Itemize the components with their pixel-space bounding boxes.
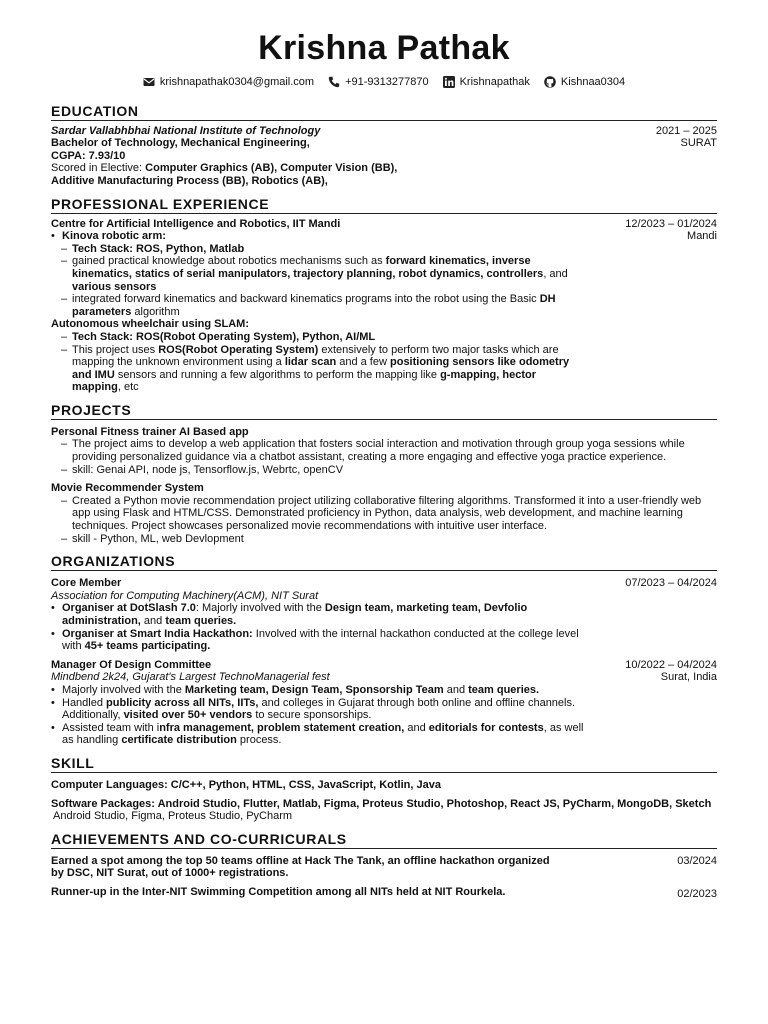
- kinova-details: [51, 243, 585, 319]
- org-2-b2-a: Handled: [62, 696, 107, 709]
- experience-org: Centre for Artificial Intelligence and Robotics, IIT Mandi: [51, 217, 341, 230]
- list-item: [51, 602, 585, 627]
- slam-detail-b: ROS(Robot Operating System): [158, 343, 319, 356]
- experience-entry: [51, 218, 717, 394]
- organization-entry: [51, 575, 717, 653]
- org-2-location: Surat, India: [660, 671, 717, 684]
- contact-phone[interactable]: [328, 76, 429, 89]
- list-item: [61, 331, 585, 344]
- slam-detail-e: and a few: [336, 356, 390, 369]
- kinova-detail-2a: integrated forward kinematics and backward kinematics programs into the robot using the Basic: [72, 293, 540, 306]
- contact-email[interactable]: [143, 76, 314, 89]
- list-item: [51, 684, 585, 697]
- project-2-details: [51, 495, 717, 545]
- experience-heading: PROFESSIONAL EXPERIENCE: [51, 196, 717, 214]
- kinova-detail-1c: , and: [543, 267, 568, 280]
- list-item: [61, 243, 585, 256]
- org-1-b1-c: Design team, marketing team, Devfolio administration,: [62, 602, 528, 627]
- org-2-b2-b: publicity across all NITs, IITs,: [106, 696, 259, 709]
- achievements-section: [51, 831, 717, 901]
- list-item: – skill - Python, ML, web Devlopment: [61, 533, 717, 546]
- education-section: [51, 103, 717, 188]
- list-item: – Created a Python movie recommendation project utilizing collaborative filtering algorithms. Transformed it into a user-friendly web app using Flask and HTML/CSS. Demonstrated proficiency in Python, data analysis, web development, and machine learning techniques. Project showcases personalized movie recommendations with intuitive user interface.: [61, 495, 717, 533]
- org-2-b3-c: and: [404, 721, 429, 734]
- project-2-title: Movie Recommender System: [51, 482, 204, 495]
- achievement-2-text: Runner-up in the Inter-NIT Swimming Competition among all NITs held at NIT Rourkela.: [51, 885, 506, 898]
- degree: Bachelor of Technology, Mechanical Engineering,: [51, 137, 310, 150]
- experience-dates: 12/2023 – 01/2024: [625, 217, 717, 230]
- phone-text: +91-9313277870: [345, 76, 429, 88]
- achievement-2-date: 02/2023: [677, 887, 717, 900]
- education-location: SURAT: [680, 137, 717, 150]
- org-1-bullets: [51, 602, 585, 652]
- org-2-b3-b: nfra management, problem statement creation,: [159, 721, 405, 734]
- organization-entry: [51, 659, 717, 747]
- org-1-role: Core Member: [51, 577, 122, 590]
- linkedin-icon: [443, 76, 455, 88]
- education-dates: 2021 – 2025: [655, 124, 717, 137]
- kinova-detail-1d: various sensors: [72, 280, 157, 293]
- linkedin-text: Krishnapathak: [459, 76, 530, 88]
- kinova-detail-2c: algorithm: [131, 305, 180, 318]
- kinova-detail-2b: DH parameters: [72, 293, 556, 318]
- slam-detail-h: g-mapping, hector mapping: [72, 368, 537, 394]
- skill-packages: Software Packages: Android Studio, Flutter, Matlab, Figma, Proteus Studio, Photoshop, React JS, PyCharm, MongoDB, Sketch: [51, 797, 712, 810]
- organizations-heading: ORGANIZATIONS: [51, 553, 717, 571]
- list-item: [51, 697, 585, 722]
- list-item: [61, 344, 585, 394]
- github-text: Kishnaa0304: [560, 76, 626, 88]
- achievement-item: [51, 886, 717, 901]
- org-1-b1-d: and: [140, 615, 166, 627]
- org-2-b2-d: visited over 50+ vendors: [123, 709, 253, 722]
- slam-tech: Tech Stack: ROS(Robot Operating System), Python, AI/ML: [72, 330, 376, 343]
- electives: [51, 162, 640, 175]
- achievements-heading: ACHIEVEMENTS AND CO-CURRICURALS: [51, 831, 717, 849]
- list-item: [51, 230, 585, 243]
- list-item: [61, 293, 585, 318]
- phone-icon: [328, 76, 340, 88]
- org-1-b2-c: 45+ teams participating.: [84, 640, 211, 653]
- org-1-b2-a: Organiser at Smart India Hackathon:: [62, 627, 253, 640]
- contact-linkedin[interactable]: [443, 76, 530, 89]
- skill-heading: SKILL: [51, 755, 717, 773]
- experience-location: Mandi: [687, 230, 717, 243]
- github-icon: [544, 76, 556, 88]
- org-2-b3-g: process.: [236, 734, 282, 747]
- org-2-b1-b: Marketing team, Design Team, Sponsorship Team: [184, 683, 444, 696]
- org-1-b1-e: team queries.: [165, 615, 237, 627]
- achievement-item: [51, 853, 717, 880]
- skill-extra: Android Studio, Figma, Proteus Studio, PyCharm: [53, 810, 293, 823]
- email-icon: [143, 76, 155, 88]
- project-1-details: [51, 438, 717, 476]
- kinova-title: Kinova robotic arm:: [62, 230, 166, 243]
- kinova-detail-1b: forward kinematics, inverse kinematics, statics of serial manipulators, trajectory planning, robot dynamics, controllers: [72, 255, 544, 280]
- org-2-b3-e: , as well as handling: [62, 721, 584, 747]
- slam-detail-f: positioning sensors like odometry and IMU: [72, 356, 570, 381]
- education-entry: [51, 125, 717, 188]
- projects-section: [51, 402, 717, 545]
- slam-details: [51, 331, 585, 394]
- org-2-name: Mindbend 2k24, Gujarat's Largest TechnoManagerial fest: [51, 671, 330, 684]
- experience-section: [51, 196, 717, 394]
- slam-detail-c: extensively to perform two major tasks which are mapping the unknown environment using a: [72, 343, 559, 369]
- list-item: – The project aims to develop a web application that fosters social interaction and motivation through group yoga sessions while providing personalized guidance via a chatbot assistant, creating a more engaging and effective yoga practice experience.: [61, 438, 717, 463]
- electives-list-2: Additive Manufacturing Process (BB), Robotics (AB),: [51, 174, 328, 187]
- kinova-tech: Tech Stack: ROS, Python, Matlab: [72, 242, 245, 255]
- education-heading: EDUCATION: [51, 103, 717, 121]
- slam-detail-i: , etc: [117, 381, 139, 394]
- kinova-detail-1a: gained practical knowledge about robotics mechanisms such as: [72, 255, 386, 268]
- org-1-b1-b: : Majorly involved with the: [195, 602, 325, 615]
- org-2-b3-f: certificate distribution: [121, 734, 237, 747]
- org-2-bullets: [51, 684, 585, 747]
- cgpa: CGPA: 7.93/10: [51, 149, 126, 162]
- contact-bar: [51, 76, 717, 89]
- slam-detail-a: This project uses: [72, 343, 159, 356]
- org-2-b2-c: and colleges in Gujarat through both online and offline channels. Additionally,: [62, 696, 576, 722]
- organizations-section: [51, 553, 717, 747]
- org-1-name: Association for Computing Machinery(ACM), NIT Surat: [51, 589, 319, 602]
- list-item: [51, 628, 585, 653]
- projects-heading: PROJECTS: [51, 402, 717, 420]
- skill-languages: Computer Languages: C/C++, Python, HTML, CSS, JavaScript, Kotlin, Java: [51, 778, 441, 791]
- org-2-b2-e: to secure sponsorships.: [252, 709, 372, 722]
- candidate-name: Krishna Pathak: [258, 29, 510, 67]
- org-2-b1-c: and: [443, 683, 469, 696]
- project-1-title: Personal Fitness trainer AI Based app: [51, 425, 249, 438]
- org-1-b1-a: Organiser at DotSlash 7.0: [62, 602, 196, 615]
- skill-section: [51, 755, 717, 823]
- slam-detail-g: sensors and running a few algorithms to perform the mapping like: [114, 368, 441, 381]
- org-2-b1-a: Majorly involved with the: [62, 683, 185, 696]
- list-item: – skill: Genai API, node js, Tensorflow.js, Webrtc, openCV: [61, 464, 717, 477]
- org-1-dates: 07/2023 – 04/2024: [625, 577, 717, 590]
- achievement-1-date: 03/2024: [677, 854, 717, 867]
- institution-name: Sardar Vallabhbhai National Institute of Technology: [51, 124, 321, 137]
- electives-prefix: Scored in Elective:: [51, 162, 146, 175]
- org-1-b2-b: Involved with the internal hackathon conducted at the college level with: [62, 627, 579, 653]
- org-2-dates: 10/2022 – 04/2024: [625, 658, 717, 671]
- experience-projects: [51, 230, 585, 243]
- slam-detail-d: lidar scan: [284, 356, 337, 369]
- achievement-1-text: Earned a spot among the top 50 teams offline at Hack The Tank, an offline hackathon organized by DSC, NIT Surat, out of 1000+ registrations.: [51, 854, 550, 880]
- org-2-b3-d: editorials for contests: [428, 721, 544, 734]
- org-2-b3-a: Assisted team with i: [62, 721, 160, 734]
- slam-title: Autonomous wheelchair using SLAM:: [51, 318, 250, 331]
- email-text: krishnapathak0304@gmail.com: [159, 76, 315, 88]
- org-2-role: Manager Of Design Committee: [51, 658, 212, 671]
- contact-github[interactable]: [544, 76, 625, 89]
- list-item: [61, 255, 585, 293]
- electives-list-1: Computer Graphics (AB), Computer Vision (BB),: [145, 162, 398, 175]
- org-2-b1-d: team queries.: [468, 683, 540, 696]
- list-item: [51, 722, 585, 747]
